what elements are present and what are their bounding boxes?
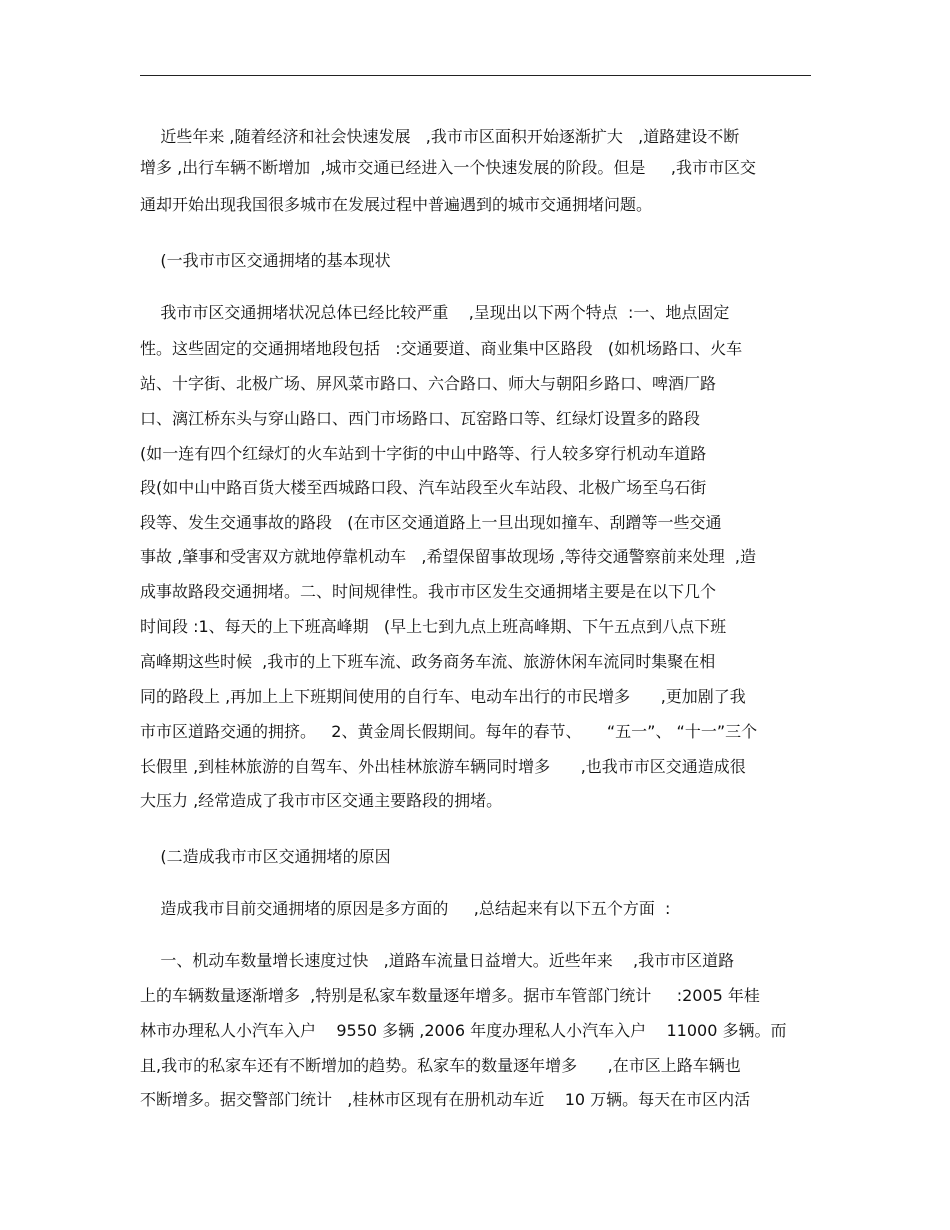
section-heading: (一我市市区交通拥堵的基本现状 <box>140 251 391 270</box>
text-line: 我市市区交通拥堵状况总体已经比较严重 ,呈现出以下两个特点 :一、地点固定 <box>140 303 730 322</box>
text-line: 站、十字街、北极广场、屏风菜市路口、六合路口、师大与朝阳乡路口、啤酒厂路 <box>140 374 717 393</box>
text-line: 事故 ,肇事和受害双方就地停靠机动车 ,希望保留事故现场 ,等待交通警察前来处理 ,造 <box>140 547 756 566</box>
text-line: 林市办理私人小汽车入户 9550 多辆 ,2006 年度办理私人小汽车入户 11000 多辆。而 <box>140 1021 787 1040</box>
text-line: 大压力 ,经常造成了我市市区交通主要路段的拥堵。 <box>140 791 503 810</box>
header-rule <box>140 75 811 76</box>
text-line: 时间段 :1、每天的上下班高峰期 (早上七到九点上班高峰期、下午五点到八点下班 <box>140 617 727 636</box>
text-line: 造成我市目前交通拥堵的原因是多方面的 ,总结起来有以下五个方面 : <box>140 899 671 918</box>
text-line: 段等、发生交通事故的路段 (在市区交通道路上一旦出现如撞车、刮蹭等一些交通 <box>140 513 722 532</box>
text-line: 近些年来 ,随着经济和社会快速发展 ,我市市区面积开始逐渐扩大 ,道路建设不断 <box>140 127 740 146</box>
text-line: 段(如中山中路百货大楼至西城路口段、汽车站段至火车站段、北极广场至乌石街 <box>140 478 707 497</box>
text-line: 性。这些固定的交通拥堵地段包括 :交通要道、商业集中区路段 (如机场路口、火车 <box>140 339 743 358</box>
text-line: 上的车辆数量逐渐增多 ,特别是私家车数量逐年增多。据市车管部门统计 :2005 年桂 <box>140 986 760 1005</box>
text-line: 口、漓江桥东头与穿山路口、西门市场路口、瓦窑路口等、红绿灯设置多的路段 <box>140 409 701 428</box>
text-line: 一、机动车数量增长速度过快 ,道路车流量日益增大。近些年来 ,我市市区道路 <box>140 951 735 970</box>
text-line: 增多 ,出行车辆不断增加 ,城市交通已经进入一个快速发展的阶段。但是 ,我市市区交 <box>140 158 756 177</box>
text-line: 同的路段上 ,再加上上下班期间使用的自行车、电动车出行的市民增多 ,更加剧了我 <box>140 687 746 706</box>
text-line: (如一连有四个红绿灯的火车站到十字街的中山中路等、行人较多穿行机动车道路 <box>140 444 707 463</box>
text-line: 且,我市的私家车还有不断增加的趋势。私家车的数量逐年增多 ,在市区上路车辆也 <box>140 1056 741 1075</box>
text-line: 通却开始出现我国很多城市在发展过程中普遍遇到的城市交通拥堵问题。 <box>140 195 653 214</box>
text-line: 市市区道路交通的拥挤。 2、黄金周长假期间。每年的春节、 “五一”、 “十一”三个 <box>140 722 758 741</box>
text-line: 成事故路段交通拥堵。二、时间规律性。我市市区发生交通拥堵主要是在以下几个 <box>140 582 717 601</box>
text-line: 不断增多。据交警部门统计 ,桂林市区现有在册机动车近 10 万辆。每天在市区内活 <box>140 1090 751 1109</box>
section-heading: (二造成我市市区交通拥堵的原因 <box>140 847 391 866</box>
text-line: 长假里 ,到桂林旅游的自驾车、外出桂林旅游车辆同时增多 ,也我市市区交通造成很 <box>140 757 746 776</box>
text-line: 高峰期这些时候 ,我市的上下班车流、政务商务车流、旅游休闲车流同时集聚在相 <box>140 652 716 671</box>
